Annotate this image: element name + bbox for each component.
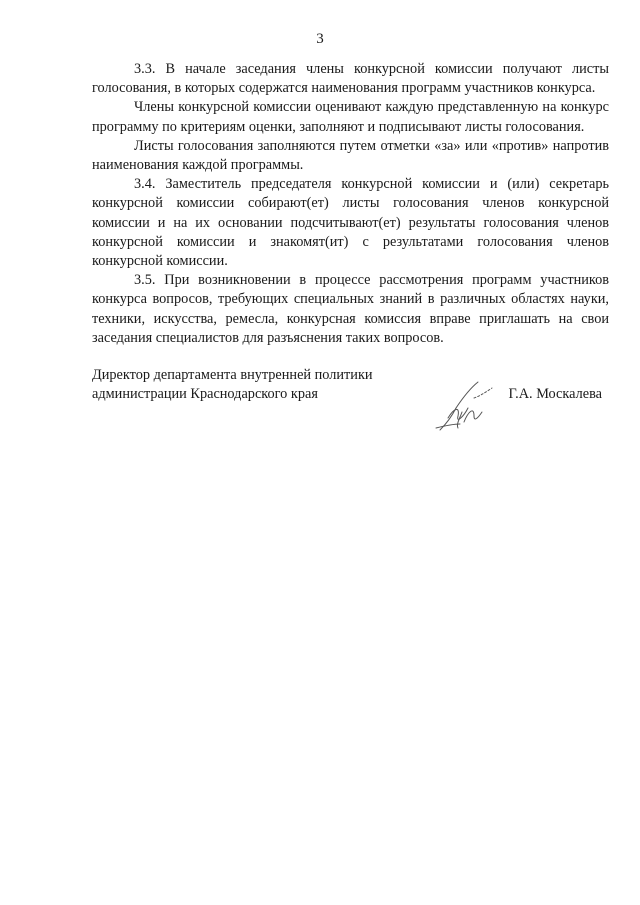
paragraph-3-3: 3.3. В начале заседания члены конкурсной комиссии получают листы голосования, в которых содержатся наименования программ участников конкурса. [92, 61, 609, 97]
signer-name: Г.А. Москалева [508, 386, 602, 402]
handwritten-signature-icon [434, 378, 496, 434]
signature-block [92, 366, 612, 436]
paragraph-3-5: 3.5. При возникновении в процессе рассмотрения программ участников конкурса вопросов, требующих специальных знаний в различных областях науки, техники, искусства, ремесла, конкурсная комиссия вправе приглашать на свои заседания специалистов для разъяснения таких вопросов. [92, 272, 609, 346]
paragraph-3-4: 3.4. Заместитель председателя конкурсной комиссии и (или) секретарь конкурсной комиссии собирают(ет) листы голосования членов конкурсной комиссии и на их основании подсчитывают(ет) результаты голосования членов конкурсной комиссии и знакомят(ит) с результатами голосования членов конкурсной комиссии. [92, 176, 609, 270]
page-number: 3 [316, 31, 324, 47]
signer-title-line-2: администрации Краснодарского края [92, 386, 318, 403]
signer-title-line-1: Директор департамента внутренней политики [92, 367, 373, 383]
signer-title [92, 366, 412, 404]
document-body [92, 60, 609, 348]
paragraph-members-evaluate: Члены конкурсной комиссии оценивают каждую представленную на конкурс программу по критериям оценки, заполняют и подписывают листы голосования. [92, 99, 609, 135]
paragraph-voting-sheets: Листы голосования заполняются путем отметки «за» или «против» напротив наименования каждой программы. [92, 137, 609, 174]
